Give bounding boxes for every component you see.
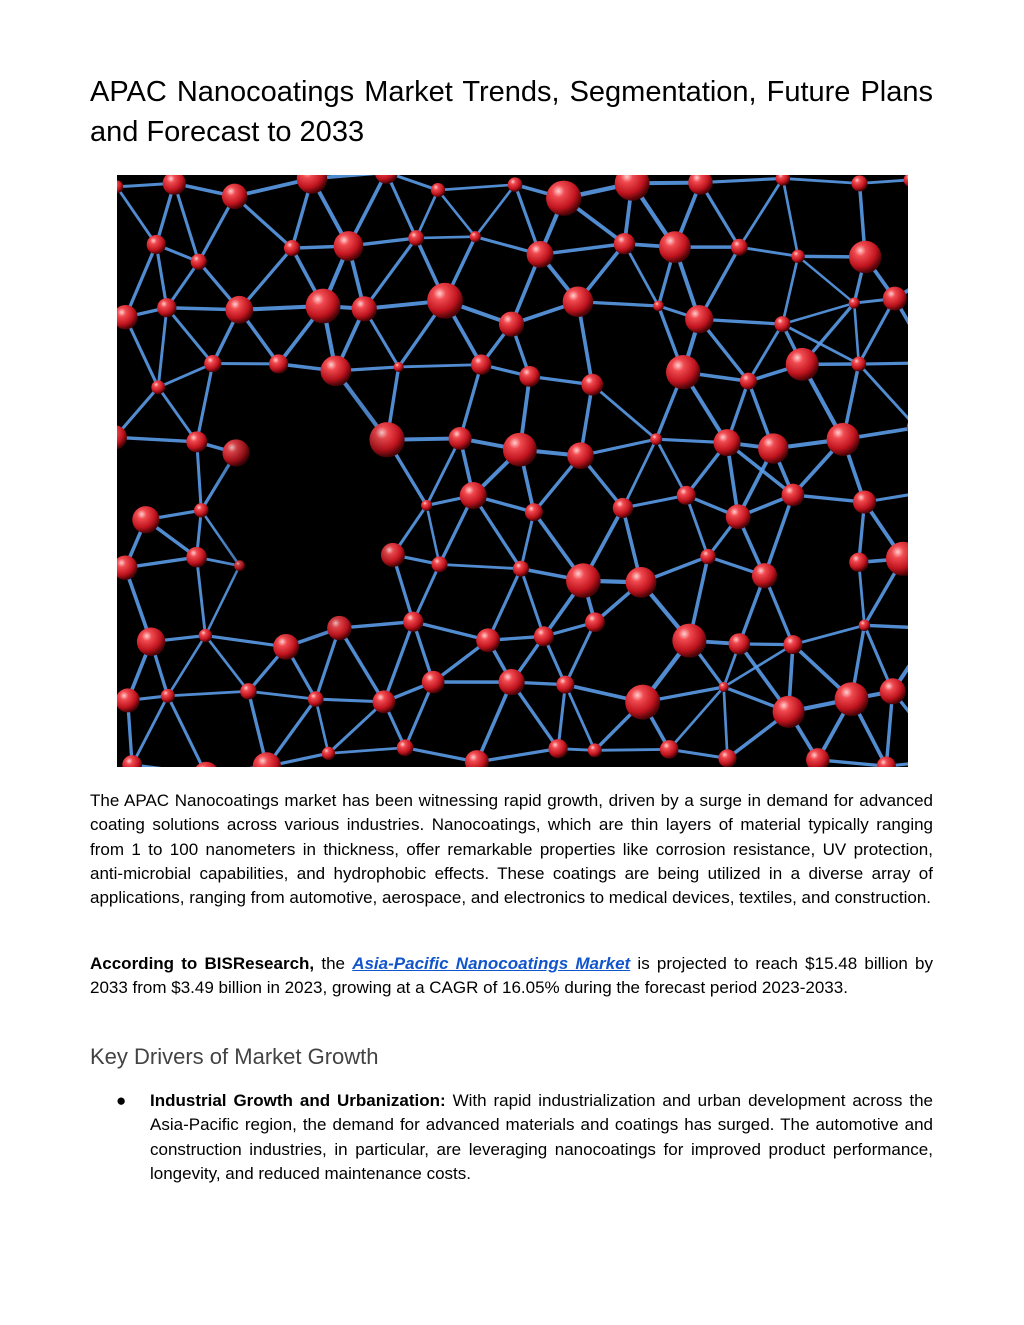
lattice-atom [499,312,524,337]
lattice-atom [758,433,788,463]
lattice-atom [240,683,256,699]
lattice-atom [525,503,543,521]
lattice-atom [151,380,165,394]
lattice-atom [791,250,804,263]
lattice-atom [199,629,212,642]
intro-paragraph: The APAC Nanocoatings market has been witnessing rapid growth, driven by a surge in demand for advanced coating solutions across various industries. Nanocoatings, which are thin layers of material typically ranging from 1 to 100 nanometers in thickness, offer remarkable properties like corrosion resistance, UV protection, anti-microbial capabilities, and hydrophobic effects. These coatings are being utilized in a diverse array of applications, ranging from automotive, aerospace, and electronics to medical devices, textiles, and construction. [90,791,933,908]
bullet-text: With rapid industrialization and urban development across the Asia-Pacific region, the demand for advanced materials and coatings has surged. The automotive and construction industries, in particular, are leveraging nanocoatings for improved product performance, longevity, and reduced maintenance costs. [150,1091,933,1183]
lattice-atom [222,184,247,209]
lattice-atom [204,355,221,372]
lattice-atom [534,626,554,646]
lattice-atom [729,633,750,654]
lattice-atom [859,620,870,631]
lattice-atom [352,296,377,321]
market-report-link[interactable]: Asia-Pacific Nanocoatings Market [352,954,631,973]
lattice-atom [718,749,736,767]
bullet-lead: Industrial Growth and Urbanization: [150,1091,446,1110]
lattice-atom [752,563,777,588]
lattice-atom [626,567,657,598]
lattice-atom [852,175,868,191]
lattice-atom [660,740,679,759]
lattice-atom [563,286,594,317]
lattice-atom [774,316,790,332]
lattice-atom [519,366,540,387]
lattice-atom [157,298,176,317]
lattice-atom [567,442,594,469]
lattice-atom [403,612,423,632]
lattice-atom [476,628,500,652]
lattice-atom [685,305,713,333]
lattice-atom [849,298,860,309]
lattice-atom [849,553,868,572]
lattice-atom [397,739,414,756]
lattice-atom [880,678,906,704]
lattice-atom [581,374,603,396]
lattice-atom [460,482,487,509]
lattice-atom [470,231,481,242]
lattice-atom [726,504,751,529]
lattice-atom [782,484,805,507]
lattice-atom [851,357,866,372]
lattice-atom [546,181,581,216]
lattice-atom [719,682,729,692]
lattice-atom [783,635,802,654]
lattice-atom [322,747,335,760]
lattice-atom [527,241,554,268]
lattice-atom [191,254,207,270]
lattice-atom [422,671,445,694]
nanostructure-image [117,175,908,767]
section-heading: Key Drivers of Market Growth [90,1044,379,1069]
lattice-atom [373,690,396,713]
lattice-atom [225,296,253,324]
lattice-atom [786,348,819,381]
lattice-atom [548,739,567,758]
lattice-atom [677,486,696,505]
source-text-before-link: the [314,954,353,973]
lattice-atom [431,183,445,197]
lattice-atom [503,433,537,467]
source-paragraph [90,952,933,1001]
lattice-atom [308,691,324,707]
lattice-atom [666,355,700,389]
lattice-atom [556,676,574,694]
lattice-atom [471,354,491,374]
lattice-atom [672,624,706,658]
lattice-atom [566,563,601,598]
lattice-atom [186,431,207,452]
lattice-atom [306,289,341,324]
lattice-bond [416,237,475,238]
lattice-atom [194,503,208,517]
nanostructure-lattice-graphic [117,175,908,767]
document-title: APAC Nanocoatings Market Trends, Segmentation, Future Plans and Forecast to 2033 [90,76,933,148]
lattice-atom [408,230,424,246]
lattice-atom [650,433,662,445]
lattice-atom [849,241,881,273]
lattice-atom [853,490,876,513]
lattice-atom [835,682,869,716]
lattice-atom [714,429,741,456]
lattice-atom [394,362,404,372]
source-text-after-link: is projected to reach $15.48 billion by 2033 from $3.49 billion in 2023, growing at a CAGR of 16.05% during the forecast period 2023-2033. [90,954,933,998]
lattice-atom [588,743,602,757]
lattice-atom [653,301,664,312]
lattice-atom [186,547,207,568]
lattice-atom [513,561,529,577]
lattice-atom [334,231,364,261]
lattice-atom [659,231,691,263]
lattice-atom [773,696,805,728]
lattice-atom [284,240,300,256]
bullet-marker: ● [116,1091,127,1110]
lattice-atom [740,373,757,390]
lattice-atom [137,628,165,656]
lattice-atom [449,427,472,450]
lattice-atom [613,498,633,518]
lattice-atom [614,233,635,254]
lattice-atom [883,287,907,311]
lattice-atom [147,235,166,254]
lattice-atom [498,669,524,695]
lattice-atom [700,549,715,564]
lattice-atom [731,239,748,256]
lattice-atom [132,506,159,533]
lattice-atom [161,689,175,703]
drivers-list [90,1089,933,1186]
lattice-atom [431,556,447,572]
source-lead: According to BISResearch, [90,954,315,973]
list-item [90,1089,933,1186]
lattice-bond [595,749,669,750]
lattice-atom [508,177,523,192]
lattice-atom [585,612,605,632]
lattice-atom [421,500,432,511]
lattice-atom [427,283,463,319]
lattice-atom [827,423,860,456]
lattice-atom [625,685,660,720]
